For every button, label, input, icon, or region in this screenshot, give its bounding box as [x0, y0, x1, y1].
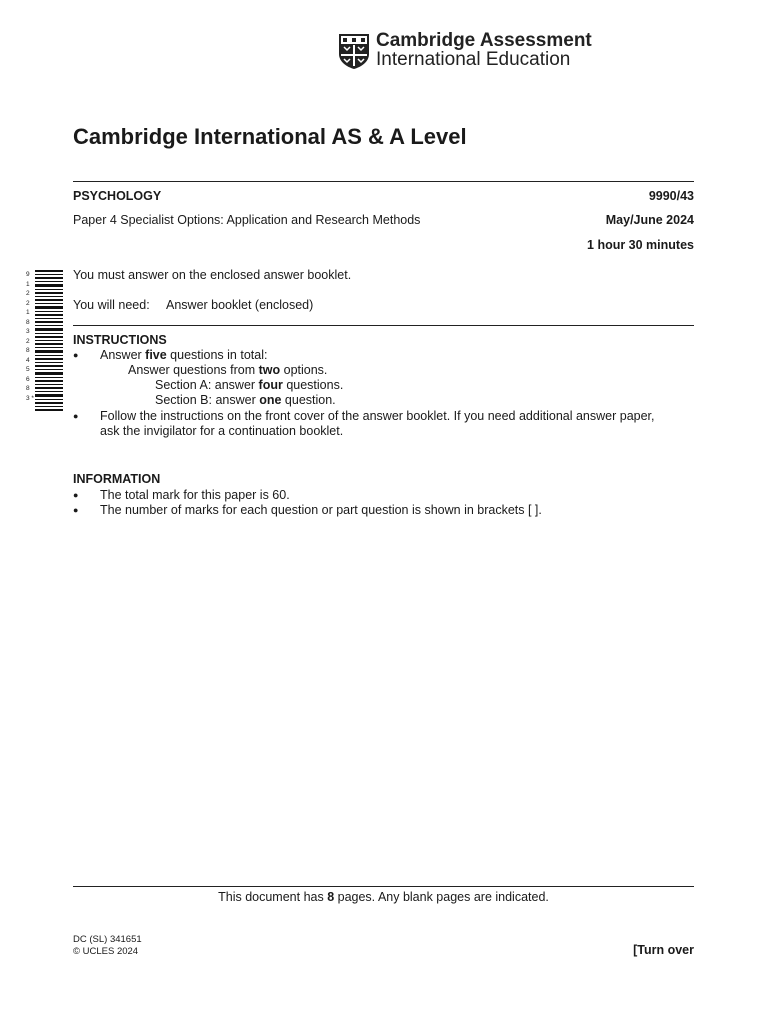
- logo-line-1: Cambridge Assessment: [376, 30, 592, 51]
- subject-name: PSYCHOLOGY: [73, 189, 162, 203]
- qualification-title: Cambridge International AS & A Level: [73, 124, 467, 149]
- turn-over: [Turn over: [633, 943, 694, 957]
- cambridge-logo: [337, 30, 592, 74]
- bullet-icon: ●: [73, 490, 79, 500]
- top-divider: [73, 181, 694, 182]
- exam-duration: 1 hour 30 minutes: [587, 238, 694, 252]
- information-heading: INFORMATION: [73, 472, 161, 486]
- instruction-subitem: Section A: answer four questions.: [155, 378, 344, 392]
- barcode: [25, 270, 63, 412]
- middle-divider: [73, 325, 694, 326]
- instruction-subitem: Section B: answer one question.: [155, 393, 336, 407]
- page-count-note: This document has 8 pages. Any blank pages are indicated.: [218, 890, 549, 904]
- paper-title: Paper 4 Specialist Options: Application and Research Methods: [73, 213, 421, 227]
- bullet-icon: ●: [73, 350, 79, 360]
- you-will-need-value: Answer booklet (enclosed): [166, 298, 314, 312]
- logo-line-2: International Education: [376, 49, 571, 70]
- instructions-heading: INSTRUCTIONS: [73, 333, 167, 347]
- instruction-subitem: Answer questions from two options.: [128, 363, 328, 377]
- bullet-icon: ●: [73, 411, 79, 421]
- crest-icon: [337, 32, 371, 70]
- copyright: © UCLES 2024: [73, 946, 139, 957]
- exam-session: May/June 2024: [605, 213, 694, 227]
- syllabus-code: 9990/43: [648, 189, 694, 203]
- barcode-digits: 9 1 2 2 1 8 3 2 8 4 5 6 8 3 *: [26, 271, 34, 402]
- footer-divider: [73, 886, 694, 887]
- document-code: DC (SL) 341651: [73, 934, 142, 945]
- answer-instruction: You must answer on the enclosed answer booklet.: [73, 268, 352, 282]
- bullet-icon: ●: [73, 505, 79, 515]
- you-will-need-label: You will need:: [73, 298, 150, 312]
